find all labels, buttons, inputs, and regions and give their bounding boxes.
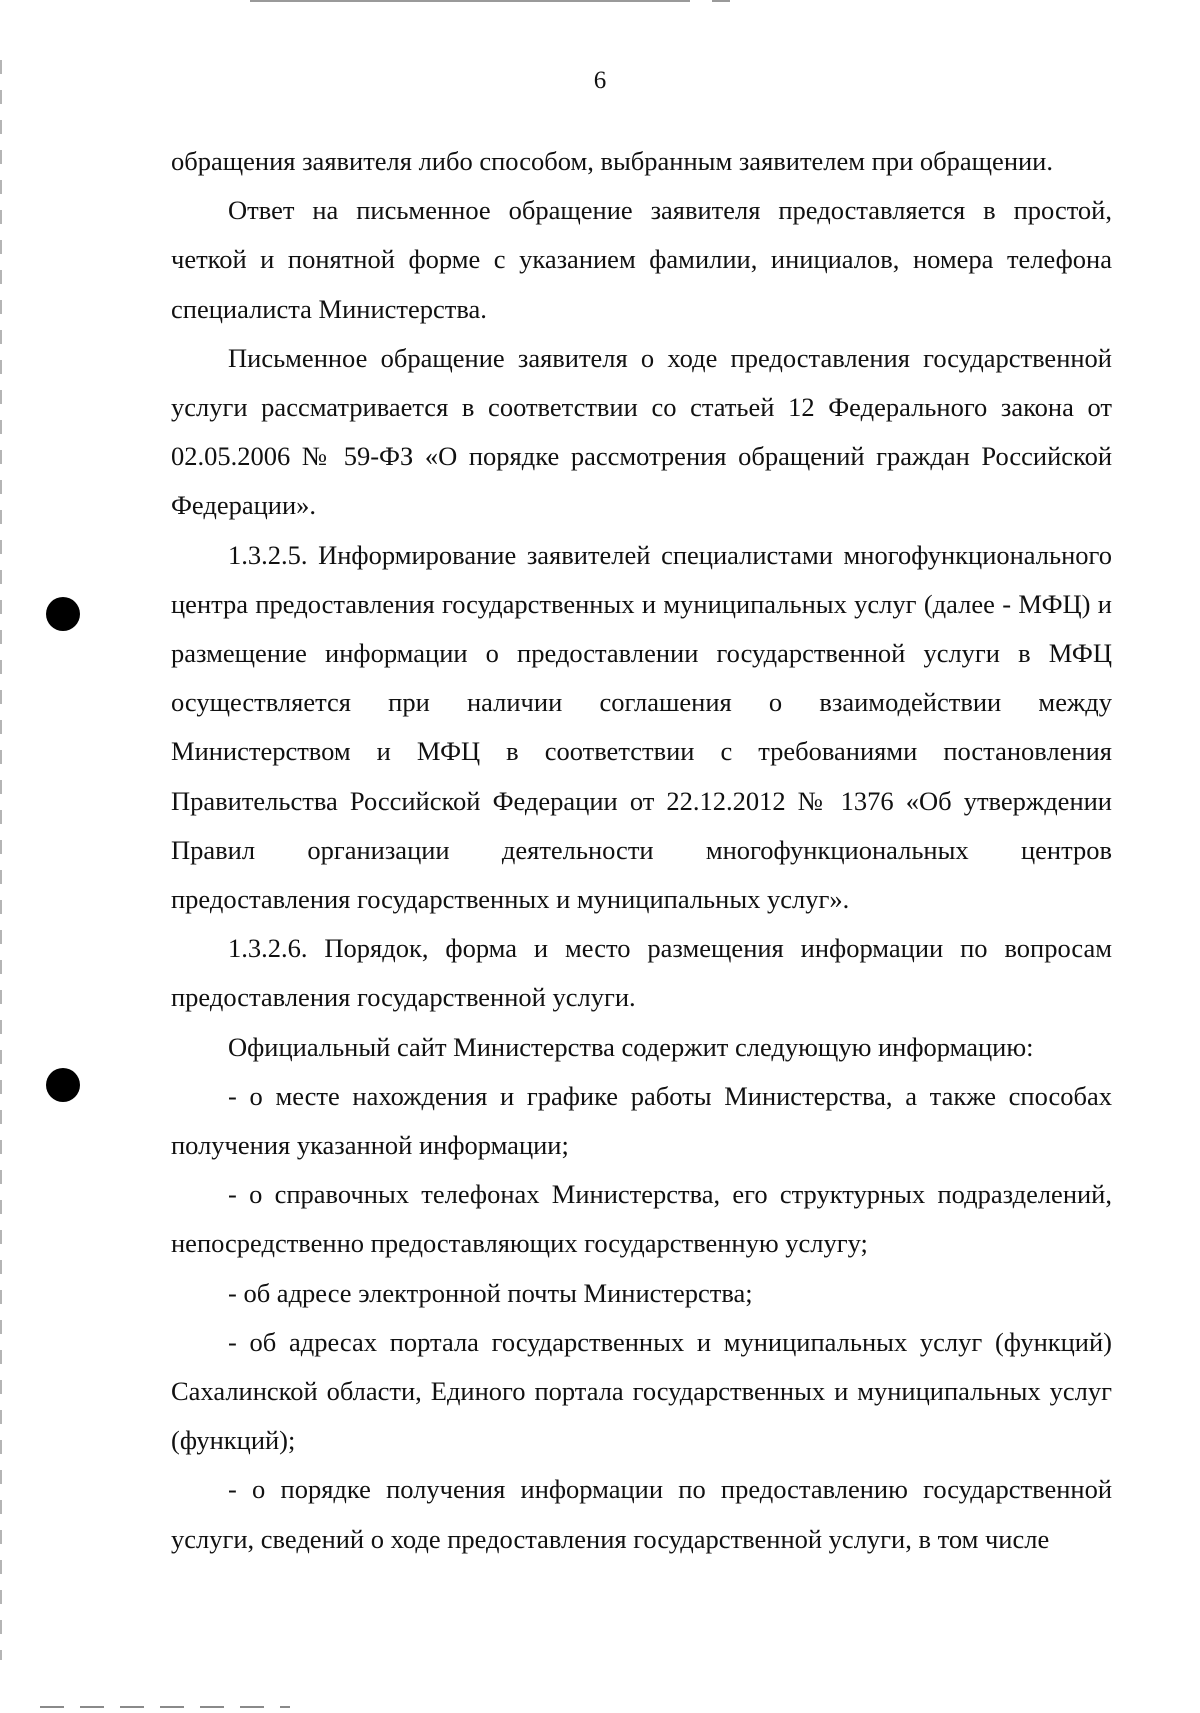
scan-artifact-bottom-line: [40, 1706, 290, 1708]
list-item-phones: - о справочных телефонах Министерства, его структурных подразделений, непосредственно предоставляющих государственную услугу;: [171, 1179, 1112, 1259]
scan-artifact-top-mark: [712, 0, 730, 2]
punch-hole-lower: [46, 1068, 80, 1102]
paragraph-1-3-2-5: 1.3.2.5. Информирование заявителей специалистами многофункционального центра предоставления государственных и муниципальных услуг (далее - МФЦ) и размещение информации о предоставлении государственной услуги в МФЦ осуществляется при наличии соглашения о взаимодействии между Министерством и МФЦ в соответствии с требованиями постановления Правительства Российской Федерации от 22.12.2012 № 1376 «Об утверждении Правил организации деятельности многофункциональных центров предоставления государственных и муниципальных услуг».: [171, 539, 1112, 915]
paragraph-1-3-2-6: 1.3.2.6. Порядок, форма и место размещения информации по вопросам предоставления государственной услуги.: [171, 933, 1112, 1013]
paragraph-continuation: обращения заявителя либо способом, выбранным заявителем при обращении.: [171, 146, 1053, 176]
page-number: 6: [593, 67, 607, 94]
list-item-location-schedule: - о месте нахождения и графике работы Министерства, а также способах получения указанной информации;: [171, 1080, 1112, 1161]
scan-artifact-left-edge: [0, 60, 2, 1660]
document-body: [171, 137, 1112, 1564]
paragraph-answer-form: Ответ на письменное обращение заявителя предоставляется в простой, четкой и понятной форме с указанием фамилии, инициалов, номера телефона специалиста Министерства.: [171, 195, 1112, 324]
list-item-procedure: - о порядке получения информации по предоставлению государственной услуги, сведений о ходе предоставления государственной услуги, в том числе: [171, 1474, 1112, 1554]
punch-hole-upper: [46, 597, 80, 631]
list-item-email: - об адресе электронной почты Министерства;: [228, 1277, 753, 1308]
scan-artifact-top-line: [250, 0, 690, 2]
list-item-portals: - об адресах портала государственных и муниципальных услуг (функций) Сахалинской области, Единого портала государственных и муниципальных услуг (функций);: [171, 1326, 1112, 1456]
paragraph-written-appeal: Письменное обращение заявителя о ходе предоставления государственной услуги рассматривается в соответствии со статьей 12 Федерального закона от 02.05.2006 № 59-ФЗ «О порядке рассмотрения обращений граждан Российской Федерации».: [171, 342, 1112, 521]
paragraph-site-contents: Официальный сайт Министерства содержит следующую информацию:: [228, 1031, 1034, 1062]
